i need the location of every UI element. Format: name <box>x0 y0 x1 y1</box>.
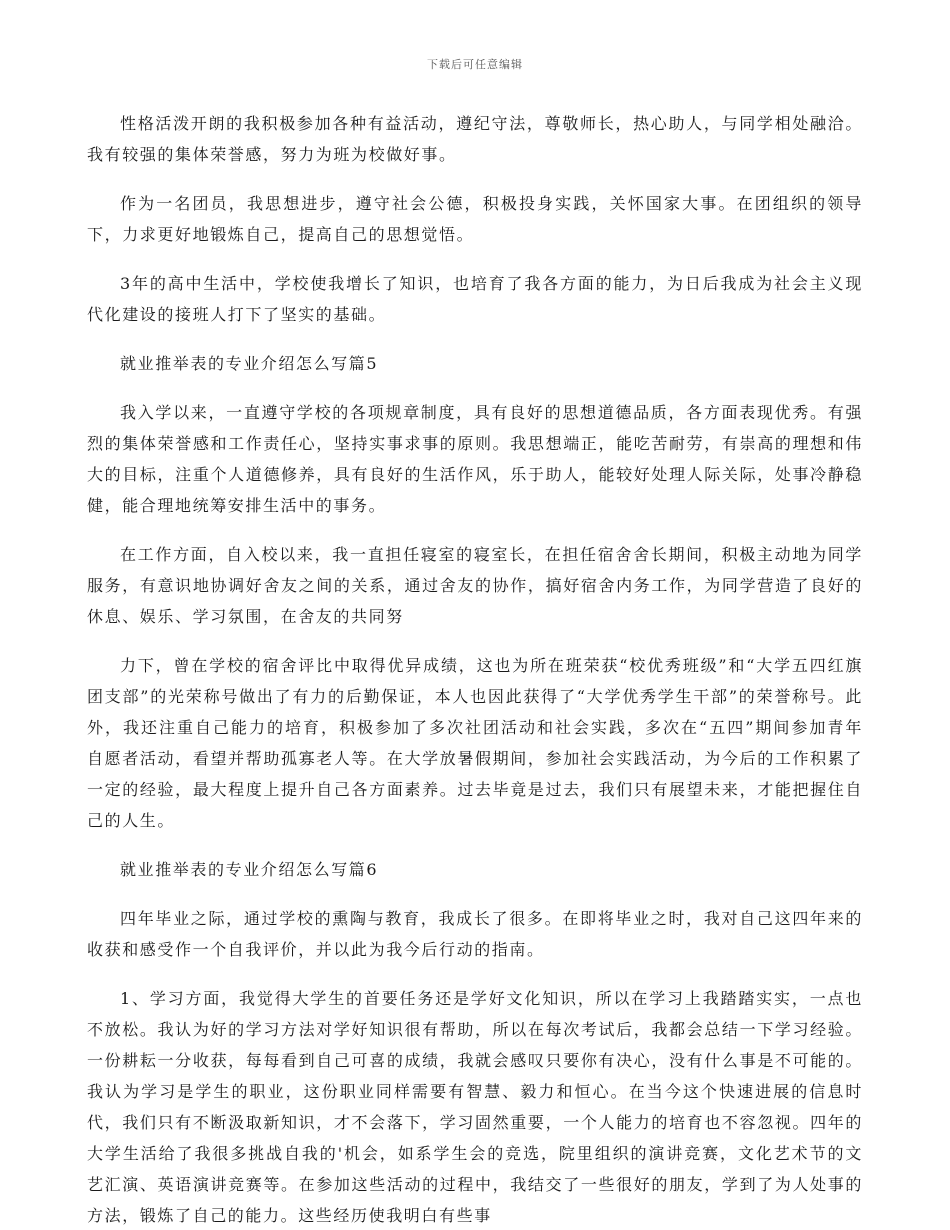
page-header: 下载后可任意编辑 <box>427 58 523 71</box>
paragraph: 力下，曾在学校的宿舍评比中取得优异成绩，这也为所在班荣获“校优秀班级”和“大学五四红旗团支部”的光荣称号做出了有力的后勤保证，本人也因此获得了“大学优秀学生干部”的荣誉称号。此外，我还注重自己能力的培育，积极参加了多次社团活动和社会实践，多次在“五四”期间参加青年自愿者活动，看望并帮助孤寡老人等。在大学放暑假期间，参加社会实践活动，为今后的工作积累了一定的经验，最大程度上提升自己各方面素养。过去毕竟是过去，我们只有展望未来，才能把握住自己的人生。 <box>87 656 863 830</box>
paragraph: 性格活泼开朗的我积极参加各种有益活动，遵纪守法，尊敬师长，热心助人，与同学相处融洽。我有较强的集体荣誉感，努力为班为校做好事。 <box>87 114 863 164</box>
section-heading: 就业推举表的专业介绍怎么写篇5 <box>120 354 379 373</box>
document-body <box>87 108 863 1230</box>
paragraph: 我入学以来，一直遵守学校的各项规章制度，具有良好的思想道德品质，各方面表现优秀。有强烈的集体荣誉感和工作责任心，坚持实事求事的原则。我思想端正，能吃苦耐劳，有崇高的理想和伟大的目标，注重个人道德修养，具有良好的生活作风，乐于助人，能较好处理人际关际，处事冷静稳健，能合理地统筹安排生活中的事务。 <box>87 403 863 515</box>
paragraph: 3年的高中生活中，学校使我增长了知识，也培育了我各方面的能力，为日后我成为社会主义现代化建设的接班人打下了坚实的基础。 <box>87 274 863 324</box>
paragraph: 四年毕业之际，通过学校的熏陶与教育，我成长了很多。在即将毕业之时，我对自己这四年来的收获和感受作一个自我评价，并以此为我今后行动的指南。 <box>87 909 863 959</box>
paragraph: 在工作方面，自入校以来，我一直担任寝室的寝室长，在担任宿舍舍长期间，积极主动地为同学服务，有意识地协调好舍友之间的关系，通过舍友的协作，搞好宿舍内务工作，为同学营造了良好的休息、娱乐、学习氛围，在舍友的共同努 <box>87 545 863 626</box>
paragraph: 作为一名团员，我思想进步，遵守社会公德，积极投身实践，关怀国家大事。在团组织的领导下，力求更好地锻炼自己，提高自己的思想觉悟。 <box>87 194 863 244</box>
paragraph: 1、学习方面，我觉得大学生的首要任务还是学好文化知识，所以在学习上我踏踏实实，一点也不放松。我认为好的学习方法对学好知识很有帮助，所以在每次考试后，我都会总结一下学习经验。一份耕耘一分收获，每每看到自己可喜的成绩，我就会感叹只要你有决心，没有什么事是不可能的。我认为学习是学生的职业，这份职业同样需要有智慧、毅力和恒心。在当今这个快速进展的信息时代，我们只有不断汲取新知识，才不会落下，学习固然重要，一个人能力的培育也不容忽视。四年的大学生活给了我很多挑战自我的'机会，如系学生会的竞选，院里组织的演讲竞赛，文化艺术节的文艺汇演、英语演讲竞赛等。在参加这些活动的过程中，我结交了一些很好的朋友，学到了为人处事的方法，锻炼了自己的能力。这些经历使我明白有些事 <box>87 989 863 1225</box>
section-heading: 就业推举表的专业介绍怎么写篇6 <box>120 860 379 879</box>
